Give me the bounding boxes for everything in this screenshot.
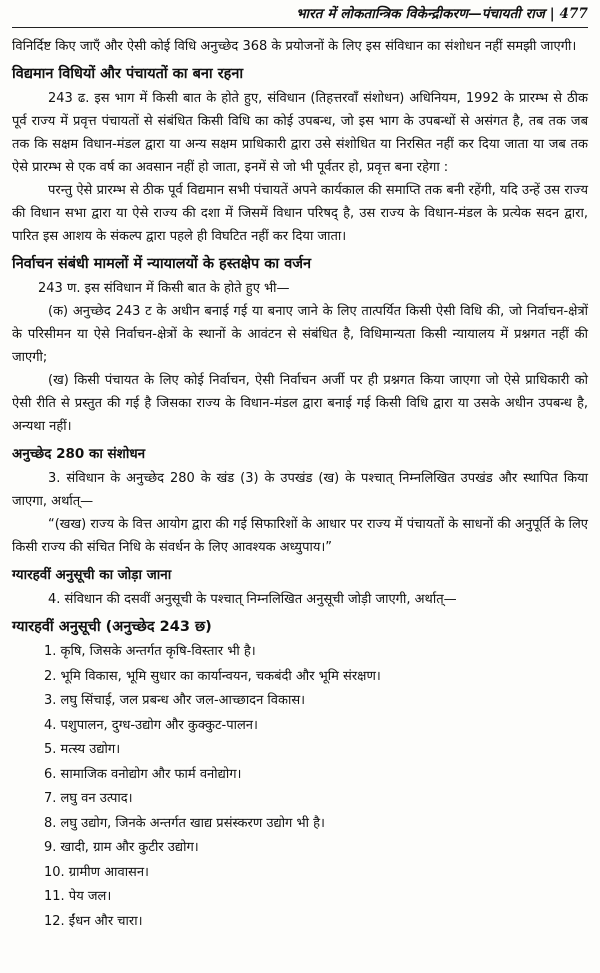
page-content xyxy=(12,35,588,934)
list-item: 11. पेय जल। xyxy=(44,889,112,904)
header-rule xyxy=(12,27,588,28)
list-item: 8. लघु उद्योग, जिनके अन्तर्गत खाद्य प्रसंस्करण उद्योग भी है। xyxy=(44,815,325,831)
schedule-list xyxy=(12,640,588,934)
list-item: 3. लघु सिंचाई, जल प्रबन्ध और जल-आच्छादन विकास। xyxy=(44,693,306,708)
section-heading-eleventh-schedule-added: ग्यारहवीं अनुसूची का जोड़ा जाना xyxy=(12,567,172,583)
inserted-subclause-quote: “(खख) राज्य के वित्त आयोग द्वारा की गई सिफारिशों के आधार पर राज्य में पंचायतों के साधनों की अनुपूर्ति के लिए किसी राज्य की संचित निधि के संवर्धन के लिए आवश्यक अध्युपाय।” xyxy=(12,517,588,555)
article-243zo-intro: 243 ण. इस संविधान में किसी बात के होते हुए भी— xyxy=(38,281,290,296)
list-item: 5. मत्स्य उद्योग। xyxy=(44,742,121,757)
clause-a: (क) अनुच्छेद 243 ट के अधीन बनाई गई या बनाए जाने के लिए तात्पर्यित किसी ऐसी विधि की, जो निर्वाचन-क्षेत्रों के परिसीमन या ऐसे निर्वाचन-क्षेत्रों के स्थानों के आवंटन से संबंधित है, विधिमान्यता किसी न्यायालय में प्रश्नगत नहीं की जाएगी; xyxy=(12,304,588,365)
list-item: 10. ग्रामीण आवासन। xyxy=(44,864,149,880)
clause-b: (ख) किसी पंचायत के लिए कोई निर्वाचन, ऐसी निर्वाचन अर्जी पर ही प्रश्नगत किया जाएगा जो ऐसे प्राधिकारी को ऐसी रीति से प्रस्तुत की गई है जिसका राज्य के विधान-मंडल द्वारा बनाई गई किसी विधि द्वारा या उसके अधीन उपबन्ध है, अन्यथा नहीं। xyxy=(12,373,588,434)
list-item: 2. भूमि विकास, भूमि सुधार का कार्यान्वयन, चकबंदी और भूमि संरक्षण। xyxy=(44,668,381,684)
running-header: भारत में लोकतान्त्रिक विकेन्द्रीकरण—पंचायती राज | 477 xyxy=(296,6,588,22)
list-item: 7. लघु वन उत्पाद। xyxy=(44,791,133,806)
eleventh-schedule-title: ग्यारहवीं अनुसूची (अनुच्छेद 243 छ) xyxy=(12,619,212,635)
list-item: 12. ईंधन और चारा। xyxy=(44,913,143,929)
intro-continuation: विनिर्दिष्ट किए जाएँ और ऐसी कोई विधि अनुच्छेद 368 के प्रयोजनों के लिए इस संविधान का संशोधन नहीं समझी जाएगी। xyxy=(12,39,577,54)
section-heading-existing-laws: विद्यमान विधियों और पंचायतों का बना रहना xyxy=(12,66,244,82)
amendment-280-text: 3. संविधान के अनुच्छेद 280 के खंड (3) के उपखंड (ख) के पश्चात् निम्नलिखित उपखंड और स्थापित किया जाएगा, अर्थात्— xyxy=(12,471,588,509)
section-heading-bar-interference: निर्वाचन संबंधी मामलों में न्यायालयों के हस्तक्षेप का वर्जन xyxy=(12,256,312,272)
section-heading-article-280: अनुच्छेद 280 का संशोधन xyxy=(12,446,146,462)
list-item: 4. पशुपालन, दुग्ध-उद्योग और कुक्कुट-पालन। xyxy=(44,717,258,733)
list-item: 6. सामाजिक वनोद्योग और फार्म वनोद्योग। xyxy=(44,766,242,782)
article-243zd-text: 243 ढ. इस भाग में किसी बात के होते हुए, संविधान (तिहत्तरवाँ संशोधन) अधिनियम, 1992 के प्रारम्भ से ठीक पूर्व राज्य में प्रवृत्त पंचायतों से संबंधित किसी विधि का कोई उपबन्ध, जो इस भाग के उपबन्धों से असंगत है, तब तक जब तक कि सक्षम विधान-मंडल द्वारा या अन्य सक्षम प्राधिकारी द्वारा उसे संशोधित या निरसित नहीं कर दिया जाता या जब तक ऐसे प्रारम्भ से एक वर्ष का अवसान नहीं हो जाता, इनमें से जो भी पूर्वतर हो, प्रवृत्त बना रहेगा : xyxy=(12,91,588,175)
article-243zd-proviso: परन्तु ऐसे प्रारम्भ से ठीक पूर्व विद्यमान सभी पंचायतें अपने कार्यकाल की समाप्ति तक बनी रहेंगी, यदि उन्हें उस राज्य की विधान सभा द्वारा या ऐसे राज्य की दशा में जिसमें विधान परिषद् है, उस राज्य के विधान-मंडल के प्रत्येक सदन द्वारा, पारित इस आशय के संकल्प द्वारा पहले ही विघटित नहीं कर दिया जाता। xyxy=(12,183,588,244)
schedule-insertion-text: 4. संविधान की दसवीं अनुसूची के पश्चात् निम्नलिखित अनुसूची जोड़ी जाएगी, अर्थात्— xyxy=(48,592,457,607)
list-item: 9. खादी, ग्राम और कुटीर उद्योग। xyxy=(44,840,199,855)
list-item: 1. कृषि, जिसके अन्तर्गत कृषि-विस्तार भी है। xyxy=(44,644,256,659)
